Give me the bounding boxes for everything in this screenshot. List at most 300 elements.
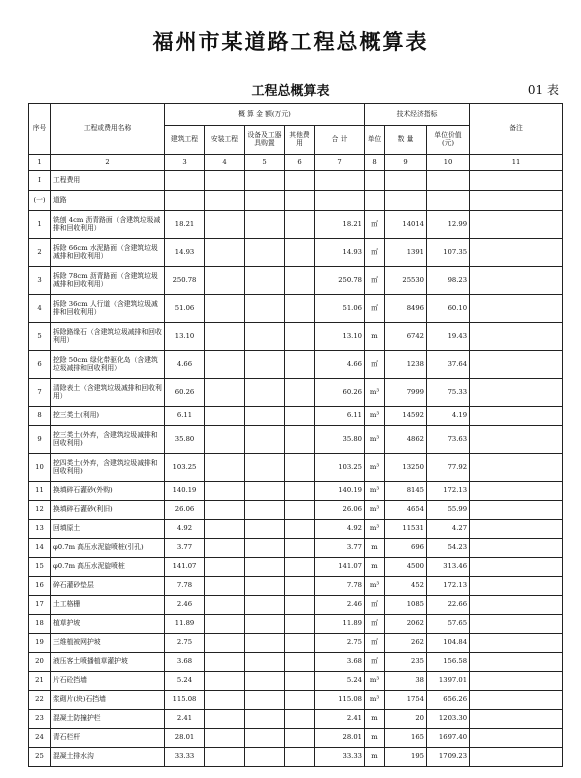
row-install-amount bbox=[205, 426, 245, 454]
row-unit-price: 57.65 bbox=[427, 615, 470, 634]
column-number: 4 bbox=[205, 155, 245, 171]
row-total-amount: 103.25 bbox=[315, 454, 365, 482]
row-name: 换填碎石灌砂(外购) bbox=[51, 482, 165, 501]
row-equip-amount bbox=[245, 596, 285, 615]
row-build-amount: 250.78 bbox=[165, 267, 205, 295]
row-install-amount bbox=[205, 653, 245, 672]
column-number: 3 bbox=[165, 155, 205, 171]
row-build-amount: 35.80 bbox=[165, 426, 205, 454]
row-equip-amount bbox=[245, 379, 285, 407]
column-number: 5 bbox=[245, 155, 285, 171]
row-name: 碎石灌砂垫层 bbox=[51, 577, 165, 596]
row-unit: m³ bbox=[365, 501, 385, 520]
row-unit-price: 156.58 bbox=[427, 653, 470, 672]
row-equip-amount bbox=[245, 323, 285, 351]
header-seq: 序号 bbox=[29, 104, 51, 155]
row-equip-amount bbox=[245, 520, 285, 539]
row-equip-amount bbox=[245, 407, 285, 426]
row-unit-price: 98.23 bbox=[427, 267, 470, 295]
row-other-amount bbox=[285, 615, 315, 634]
row-total-amount: 6.11 bbox=[315, 407, 365, 426]
row-remark bbox=[470, 539, 563, 558]
table-row bbox=[29, 267, 563, 295]
row-unit-price: 1397.01 bbox=[427, 672, 470, 691]
budget-table bbox=[28, 103, 563, 767]
row-seq: 13 bbox=[29, 520, 51, 539]
header-tech-group: 技术经济指标 bbox=[365, 104, 470, 126]
table-row bbox=[29, 653, 563, 672]
row-unit-price: 104.84 bbox=[427, 634, 470, 653]
row-quantity: 1238 bbox=[385, 351, 427, 379]
row-total-amount: 28.01 bbox=[315, 729, 365, 748]
row-unit: m bbox=[365, 323, 385, 351]
row-build-amount: 4.66 bbox=[165, 351, 205, 379]
row-remark bbox=[470, 323, 563, 351]
row-build-amount: 7.78 bbox=[165, 577, 205, 596]
row-quantity: 1085 bbox=[385, 596, 427, 615]
row-equip-amount bbox=[245, 577, 285, 596]
row-seq: 18 bbox=[29, 615, 51, 634]
row-seq: 16 bbox=[29, 577, 51, 596]
header-unit: 单位 bbox=[365, 126, 385, 155]
table-row bbox=[29, 710, 563, 729]
row-unit-price: 313.46 bbox=[427, 558, 470, 577]
row-remark bbox=[470, 239, 563, 267]
row-total-amount: 3.77 bbox=[315, 539, 365, 558]
row-name: 混凝土排水沟 bbox=[51, 748, 165, 767]
table-number: 01 表 bbox=[527, 83, 559, 97]
table-row bbox=[29, 520, 563, 539]
table-row bbox=[29, 239, 563, 267]
row-seq: 2 bbox=[29, 239, 51, 267]
row-name: 挖三类土(利用) bbox=[51, 407, 165, 426]
row-install-amount bbox=[205, 539, 245, 558]
table-row bbox=[29, 501, 563, 520]
row-seq: 6 bbox=[29, 351, 51, 379]
row-quantity: 38 bbox=[385, 672, 427, 691]
row-total-amount: 3.68 bbox=[315, 653, 365, 672]
section-row bbox=[29, 191, 563, 211]
row-unit-price: 22.66 bbox=[427, 596, 470, 615]
row-other-amount bbox=[285, 501, 315, 520]
row-build-amount: 103.25 bbox=[165, 454, 205, 482]
row-install-amount bbox=[205, 454, 245, 482]
header-total: 合 计 bbox=[315, 126, 365, 155]
row-name: 植草护坡 bbox=[51, 615, 165, 634]
empty-cell bbox=[427, 191, 470, 211]
row-total-amount: 5.24 bbox=[315, 672, 365, 691]
column-number: 6 bbox=[285, 155, 315, 171]
row-seq: 12 bbox=[29, 501, 51, 520]
row-equip-amount bbox=[245, 710, 285, 729]
row-seq: 15 bbox=[29, 558, 51, 577]
row-quantity: 2062 bbox=[385, 615, 427, 634]
row-unit-price: 1709.23 bbox=[427, 748, 470, 767]
row-other-amount bbox=[285, 748, 315, 767]
row-unit-price: 77.92 bbox=[427, 454, 470, 482]
row-build-amount: 141.07 bbox=[165, 558, 205, 577]
table-row bbox=[29, 615, 563, 634]
row-build-amount: 2.46 bbox=[165, 596, 205, 615]
row-quantity: 11531 bbox=[385, 520, 427, 539]
row-remark bbox=[470, 653, 563, 672]
row-install-amount bbox=[205, 211, 245, 239]
table-row bbox=[29, 577, 563, 596]
row-unit: ㎡ bbox=[365, 615, 385, 634]
column-number-row bbox=[29, 155, 563, 171]
row-unit: ㎡ bbox=[365, 634, 385, 653]
row-unit: m bbox=[365, 539, 385, 558]
header-build: 建筑工程 bbox=[165, 126, 205, 155]
header-other: 其他费用 bbox=[285, 126, 315, 155]
row-remark bbox=[470, 501, 563, 520]
table-row bbox=[29, 539, 563, 558]
row-other-amount bbox=[285, 379, 315, 407]
row-name: 挖除 50cm 绿化带驱化岛（含建筑垃圾减排和回收利用） bbox=[51, 351, 165, 379]
row-seq: 20 bbox=[29, 653, 51, 672]
row-quantity: 696 bbox=[385, 539, 427, 558]
row-unit-price: 12.99 bbox=[427, 211, 470, 239]
header-equip: 设备及工器具购置 bbox=[245, 126, 285, 155]
row-remark bbox=[470, 426, 563, 454]
row-equip-amount bbox=[245, 539, 285, 558]
row-equip-amount bbox=[245, 482, 285, 501]
row-unit: ㎡ bbox=[365, 295, 385, 323]
row-name: 浆砌片(块)石挡墙 bbox=[51, 691, 165, 710]
row-install-amount bbox=[205, 596, 245, 615]
row-equip-amount bbox=[245, 295, 285, 323]
row-unit: m³ bbox=[365, 482, 385, 501]
column-number: 11 bbox=[470, 155, 563, 171]
section-row bbox=[29, 171, 563, 191]
section-name: 道路 bbox=[51, 191, 165, 211]
row-quantity: 165 bbox=[385, 729, 427, 748]
row-unit: ㎡ bbox=[365, 267, 385, 295]
row-build-amount: 26.06 bbox=[165, 501, 205, 520]
row-other-amount bbox=[285, 520, 315, 539]
row-remark bbox=[470, 520, 563, 539]
row-unit-price: 1697.40 bbox=[427, 729, 470, 748]
row-quantity: 195 bbox=[385, 748, 427, 767]
row-total-amount: 4.66 bbox=[315, 351, 365, 379]
row-equip-amount bbox=[245, 729, 285, 748]
row-install-amount bbox=[205, 482, 245, 501]
row-remark bbox=[470, 596, 563, 615]
row-unit: ㎡ bbox=[365, 239, 385, 267]
row-name: 清除表土（含建筑垃圾减排和回收利用） bbox=[51, 379, 165, 407]
row-unit: m bbox=[365, 710, 385, 729]
empty-cell bbox=[165, 171, 205, 191]
header-install: 安装工程 bbox=[205, 126, 245, 155]
row-install-amount bbox=[205, 295, 245, 323]
row-equip-amount bbox=[245, 615, 285, 634]
column-number: 1 bbox=[29, 155, 51, 171]
row-name: 片石砼挡墙 bbox=[51, 672, 165, 691]
row-unit-price: 656.26 bbox=[427, 691, 470, 710]
empty-cell bbox=[245, 191, 285, 211]
row-remark bbox=[470, 211, 563, 239]
table-row bbox=[29, 426, 563, 454]
row-remark bbox=[470, 634, 563, 653]
row-seq: 25 bbox=[29, 748, 51, 767]
row-other-amount bbox=[285, 239, 315, 267]
row-quantity: 25530 bbox=[385, 267, 427, 295]
row-build-amount: 115.08 bbox=[165, 691, 205, 710]
row-seq: 7 bbox=[29, 379, 51, 407]
row-total-amount: 250.78 bbox=[315, 267, 365, 295]
row-seq: 21 bbox=[29, 672, 51, 691]
row-install-amount bbox=[205, 239, 245, 267]
row-name: 换填碎石灌砂(利旧) bbox=[51, 501, 165, 520]
row-equip-amount bbox=[245, 634, 285, 653]
row-other-amount bbox=[285, 577, 315, 596]
row-quantity: 8496 bbox=[385, 295, 427, 323]
row-seq: 23 bbox=[29, 710, 51, 729]
row-other-amount bbox=[285, 323, 315, 351]
table-row bbox=[29, 691, 563, 710]
table-row bbox=[29, 558, 563, 577]
row-name: 挖四类土(外弃，含建筑垃圾减排和回收利用) bbox=[51, 454, 165, 482]
table-row bbox=[29, 748, 563, 767]
row-quantity: 1754 bbox=[385, 691, 427, 710]
row-other-amount bbox=[285, 539, 315, 558]
row-other-amount bbox=[285, 558, 315, 577]
row-equip-amount bbox=[245, 426, 285, 454]
row-total-amount: 26.06 bbox=[315, 501, 365, 520]
row-unit: m³ bbox=[365, 672, 385, 691]
row-name: 三维植被网护坡 bbox=[51, 634, 165, 653]
row-name: 回填原土 bbox=[51, 520, 165, 539]
row-remark bbox=[470, 748, 563, 767]
row-unit-price: 75.33 bbox=[427, 379, 470, 407]
column-number: 7 bbox=[315, 155, 365, 171]
row-remark bbox=[470, 691, 563, 710]
row-install-amount bbox=[205, 407, 245, 426]
row-quantity: 14014 bbox=[385, 211, 427, 239]
row-install-amount bbox=[205, 323, 245, 351]
row-total-amount: 2.75 bbox=[315, 634, 365, 653]
row-name: 拆除路缘石（含建筑垃圾减排和回收利用） bbox=[51, 323, 165, 351]
header-unit-price: 单位价值(元) bbox=[427, 126, 470, 155]
row-unit-price: 19.43 bbox=[427, 323, 470, 351]
row-build-amount: 6.11 bbox=[165, 407, 205, 426]
row-equip-amount bbox=[245, 672, 285, 691]
row-build-amount: 2.75 bbox=[165, 634, 205, 653]
row-total-amount: 141.07 bbox=[315, 558, 365, 577]
row-unit: m³ bbox=[365, 520, 385, 539]
row-seq: 4 bbox=[29, 295, 51, 323]
row-unit-price: 55.99 bbox=[427, 501, 470, 520]
row-install-amount bbox=[205, 634, 245, 653]
row-equip-amount bbox=[245, 691, 285, 710]
row-quantity: 235 bbox=[385, 653, 427, 672]
row-name: 拆除 66cm 水泥路面（含建筑垃圾减排和回收利用） bbox=[51, 239, 165, 267]
row-unit: ㎡ bbox=[365, 596, 385, 615]
row-remark bbox=[470, 729, 563, 748]
row-quantity: 14592 bbox=[385, 407, 427, 426]
row-install-amount bbox=[205, 501, 245, 520]
row-total-amount: 35.80 bbox=[315, 426, 365, 454]
row-unit-price: 4.27 bbox=[427, 520, 470, 539]
table-row bbox=[29, 295, 563, 323]
row-other-amount bbox=[285, 482, 315, 501]
row-install-amount bbox=[205, 748, 245, 767]
row-build-amount: 3.68 bbox=[165, 653, 205, 672]
row-quantity: 452 bbox=[385, 577, 427, 596]
row-install-amount bbox=[205, 379, 245, 407]
row-name: 土工格栅 bbox=[51, 596, 165, 615]
header-name: 工程或费用名称 bbox=[51, 104, 165, 155]
row-build-amount: 4.92 bbox=[165, 520, 205, 539]
row-quantity: 4500 bbox=[385, 558, 427, 577]
row-unit-price: 1203.30 bbox=[427, 710, 470, 729]
row-install-amount bbox=[205, 710, 245, 729]
row-seq: 9 bbox=[29, 426, 51, 454]
row-install-amount bbox=[205, 520, 245, 539]
row-total-amount: 115.08 bbox=[315, 691, 365, 710]
row-other-amount bbox=[285, 267, 315, 295]
row-quantity: 262 bbox=[385, 634, 427, 653]
row-other-amount bbox=[285, 729, 315, 748]
row-total-amount: 14.93 bbox=[315, 239, 365, 267]
header-amount-group: 概 算 金 额(万元) bbox=[165, 104, 365, 126]
row-build-amount: 14.93 bbox=[165, 239, 205, 267]
column-number: 10 bbox=[427, 155, 470, 171]
row-seq: 10 bbox=[29, 454, 51, 482]
table-row bbox=[29, 351, 563, 379]
row-remark bbox=[470, 351, 563, 379]
table-row bbox=[29, 596, 563, 615]
empty-cell bbox=[385, 191, 427, 211]
empty-cell bbox=[470, 191, 563, 211]
row-name: φ0.7m 高压水泥旋喷桩(引孔) bbox=[51, 539, 165, 558]
row-build-amount: 13.10 bbox=[165, 323, 205, 351]
row-other-amount bbox=[285, 407, 315, 426]
table-row bbox=[29, 672, 563, 691]
row-total-amount: 13.10 bbox=[315, 323, 365, 351]
row-total-amount: 18.21 bbox=[315, 211, 365, 239]
section-seq: (一) bbox=[29, 191, 51, 211]
section-seq: Ⅰ bbox=[29, 171, 51, 191]
row-install-amount bbox=[205, 577, 245, 596]
row-build-amount: 3.77 bbox=[165, 539, 205, 558]
row-quantity: 7999 bbox=[385, 379, 427, 407]
row-seq: 11 bbox=[29, 482, 51, 501]
row-unit-price: 172.13 bbox=[427, 482, 470, 501]
row-unit-price: 172.13 bbox=[427, 577, 470, 596]
row-name: 青石栏杆 bbox=[51, 729, 165, 748]
row-build-amount: 28.01 bbox=[165, 729, 205, 748]
row-remark bbox=[470, 577, 563, 596]
row-name: 铣刨 4cm 沥青路面（含建筑垃圾减排和回收利用） bbox=[51, 211, 165, 239]
empty-cell bbox=[365, 171, 385, 191]
row-seq: 19 bbox=[29, 634, 51, 653]
row-remark bbox=[470, 267, 563, 295]
row-quantity: 6742 bbox=[385, 323, 427, 351]
row-install-amount bbox=[205, 351, 245, 379]
row-equip-amount bbox=[245, 653, 285, 672]
row-build-amount: 51.06 bbox=[165, 295, 205, 323]
row-name: 液压客土喷播植草灌护坡 bbox=[51, 653, 165, 672]
row-other-amount bbox=[285, 211, 315, 239]
row-total-amount: 7.78 bbox=[315, 577, 365, 596]
row-build-amount: 60.26 bbox=[165, 379, 205, 407]
row-unit: m bbox=[365, 729, 385, 748]
row-other-amount bbox=[285, 295, 315, 323]
empty-cell bbox=[245, 171, 285, 191]
row-install-amount bbox=[205, 672, 245, 691]
row-equip-amount bbox=[245, 558, 285, 577]
row-other-amount bbox=[285, 672, 315, 691]
row-quantity: 1391 bbox=[385, 239, 427, 267]
row-name: φ0.7m 高压水泥旋喷桩 bbox=[51, 558, 165, 577]
row-other-amount bbox=[285, 710, 315, 729]
empty-cell bbox=[470, 171, 563, 191]
empty-cell bbox=[315, 171, 365, 191]
row-unit-price: 37.64 bbox=[427, 351, 470, 379]
empty-cell bbox=[365, 191, 385, 211]
row-unit-price: 4.19 bbox=[427, 407, 470, 426]
row-equip-amount bbox=[245, 239, 285, 267]
row-name: 挖三类土(外弃，含建筑垃圾减排和回收利用) bbox=[51, 426, 165, 454]
row-total-amount: 11.89 bbox=[315, 615, 365, 634]
row-quantity: 4862 bbox=[385, 426, 427, 454]
row-other-amount bbox=[285, 426, 315, 454]
row-install-amount bbox=[205, 729, 245, 748]
row-remark bbox=[470, 454, 563, 482]
page-title: 福州市某道路工程总概算表 bbox=[152, 29, 429, 54]
row-build-amount: 140.19 bbox=[165, 482, 205, 501]
empty-cell bbox=[285, 171, 315, 191]
row-quantity: 13250 bbox=[385, 454, 427, 482]
table-row bbox=[29, 407, 563, 426]
row-remark bbox=[470, 482, 563, 501]
row-unit-price: 73.63 bbox=[427, 426, 470, 454]
row-total-amount: 60.26 bbox=[315, 379, 365, 407]
row-build-amount: 33.33 bbox=[165, 748, 205, 767]
row-unit: m³ bbox=[365, 379, 385, 407]
row-unit: m³ bbox=[365, 577, 385, 596]
row-total-amount: 33.33 bbox=[315, 748, 365, 767]
row-remark bbox=[470, 407, 563, 426]
table-row bbox=[29, 379, 563, 407]
empty-cell bbox=[315, 191, 365, 211]
row-remark bbox=[470, 710, 563, 729]
column-number: 9 bbox=[385, 155, 427, 171]
row-quantity: 4654 bbox=[385, 501, 427, 520]
row-other-amount bbox=[285, 653, 315, 672]
row-unit: m bbox=[365, 558, 385, 577]
row-total-amount: 51.06 bbox=[315, 295, 365, 323]
empty-cell bbox=[385, 171, 427, 191]
row-build-amount: 2.41 bbox=[165, 710, 205, 729]
row-unit: ㎡ bbox=[365, 211, 385, 239]
row-seq: 24 bbox=[29, 729, 51, 748]
row-unit-price: 54.23 bbox=[427, 539, 470, 558]
empty-cell bbox=[285, 191, 315, 211]
table-row bbox=[29, 454, 563, 482]
row-other-amount bbox=[285, 351, 315, 379]
empty-cell bbox=[165, 191, 205, 211]
row-name: 拆除 36cm 人行道（含建筑垃圾减排和回收利用） bbox=[51, 295, 165, 323]
table-subtitle: 工程总概算表 bbox=[251, 84, 330, 99]
empty-cell bbox=[427, 171, 470, 191]
row-unit-price: 107.35 bbox=[427, 239, 470, 267]
row-name: 混凝土防撞护栏 bbox=[51, 710, 165, 729]
row-seq: 17 bbox=[29, 596, 51, 615]
row-total-amount: 2.46 bbox=[315, 596, 365, 615]
row-seq: 8 bbox=[29, 407, 51, 426]
